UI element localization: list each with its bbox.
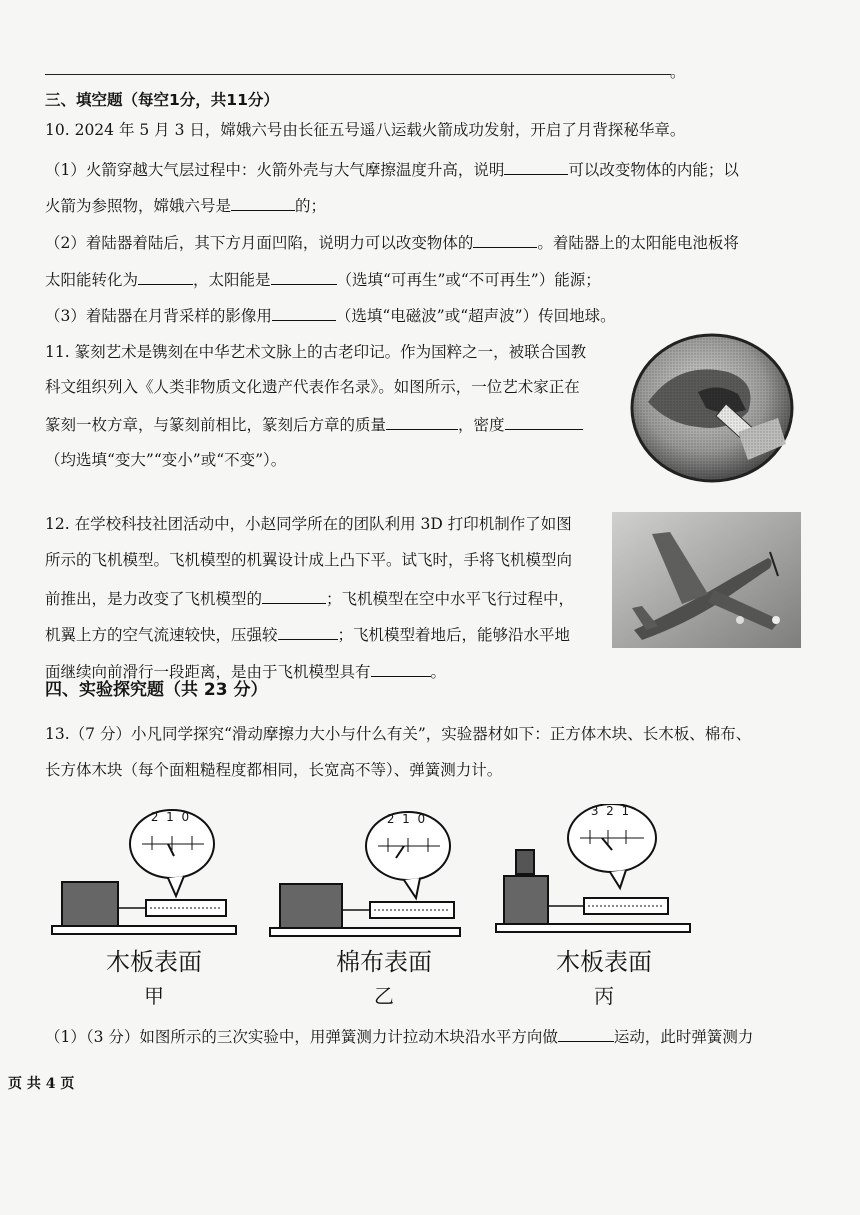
q12-line5: 面继续向前滑行一段距离，是由于飞机模型具有 。: [45, 660, 446, 682]
answer-blank[interactable]: [473, 231, 537, 248]
end-dot: 。: [670, 63, 686, 81]
answer-blank[interactable]: [231, 194, 295, 211]
q13-line1: 13.（7 分）小凡同学探究“滑动摩擦力大小与什么有关”，实验器材如下：正方体木块、长木板、棉布、: [45, 725, 752, 743]
section-3-title: 三、填空题（每空1分，共11分）: [45, 91, 279, 109]
q11-line3: 篆刻一枚方章，与篆刻前相比，篆刻后方章的质量 ，密度: [45, 413, 583, 435]
surface-label-jia: 木板表面: [106, 948, 202, 976]
answer-blank[interactable]: [271, 268, 337, 285]
answer-blank[interactable]: [386, 413, 458, 430]
q10-part1-line2: 火箭为参照物，嫦娥六号是 的；: [45, 194, 326, 216]
answer-rule: [45, 74, 671, 75]
figure-yi-diagram: [270, 812, 460, 936]
scale-readout-yi: 2 1 0: [386, 812, 426, 826]
q10-part1-line1: （1）火箭穿越大气层过程中：火箭外壳与大气摩擦温度升高，说明 可以改变物体的内能；以: [45, 158, 739, 180]
figure-label-bing: 丙: [594, 984, 614, 1008]
q10-part3: （3）着陆器在月背采样的影像用 （选填“电磁波”或“超声波”）传回地球。: [45, 304, 616, 326]
answer-blank[interactable]: [272, 304, 336, 321]
q12-line3: 前推出，是力改变了飞机模型的 ；飞机模型在空中水平飞行过程中，: [45, 587, 574, 609]
answer-blank[interactable]: [371, 660, 431, 677]
q12-line4: 机翼上方的空气流速较快，压强较 ；飞机模型着地后，能够沿水平地: [45, 623, 570, 645]
q11-line4: （均选填“变大”“变小”或“不变”）。: [45, 451, 287, 469]
surface-label-bing: 木板表面: [556, 948, 652, 976]
answer-blank[interactable]: [504, 158, 568, 175]
q13-line2: 长方体木块（每个面粗糙程度都相同，长宽高不等）、弹簧测力计。: [45, 761, 503, 779]
figure-label-jia: 甲: [144, 984, 164, 1008]
scale-readout-bing: 3 2 1: [590, 804, 630, 818]
airplane-model-photo: [612, 512, 801, 648]
friction-experiment-figure: [44, 804, 804, 1008]
figure-label-yi: 乙: [374, 984, 394, 1008]
answer-blank[interactable]: [505, 413, 583, 430]
answer-blank[interactable]: [558, 1025, 614, 1042]
q13-part1: （1）（3 分）如图所示的三次实验中，用弹簧测力计拉动木块沿水平方向做 运动，此时弹簧测力: [45, 1025, 753, 1047]
scale-readout-jia: 2 1 0: [150, 810, 190, 824]
section-4-title: 四、实验探究题（共 23 分）: [45, 680, 268, 700]
q10-part2-line2: 太阳能转化为 ，太阳能是 （选填“可再生”或“不可再生”）能源；: [45, 268, 601, 290]
q10-part2-line1: （2）着陆器着陆后，其下方月面凹陷，说明力可以改变物体的 。着陆器上的太阳能电池板将: [45, 231, 739, 253]
surface-label-yi: 棉布表面: [336, 948, 432, 976]
q11-line2: 科文组织列入《人类非物质文化遗产代表作名录》。如图所示，一位艺术家正在: [45, 378, 580, 396]
figure-bing-diagram: [496, 804, 690, 932]
q12-line1: 12. 在学校科技社团活动中，小赵同学所在的团队利用 3D 打印机制作了如图: [45, 515, 572, 533]
answer-blank[interactable]: [262, 587, 326, 604]
q11-line1: 11. 篆刻艺术是镌刻在中华艺术文脉上的古老印记。作为国粹之一，被联合国教: [45, 343, 587, 361]
page-footer: 页 共 4 页: [8, 1076, 75, 1092]
answer-blank[interactable]: [278, 623, 338, 640]
q10-intro: 10. 2024 年 5 月 3 日，嫦娥六号由长征五号遥八运载火箭成功发射，开启了月背探秘华章。: [45, 121, 686, 139]
figure-jia-diagram: [52, 810, 236, 934]
seal-carving-photo: [628, 332, 796, 484]
q12-line2: 所示的飞机模型。飞机模型的机翼设计成上凸下平。试飞时，手将飞机模型向: [45, 551, 573, 569]
answer-blank[interactable]: [138, 268, 193, 285]
